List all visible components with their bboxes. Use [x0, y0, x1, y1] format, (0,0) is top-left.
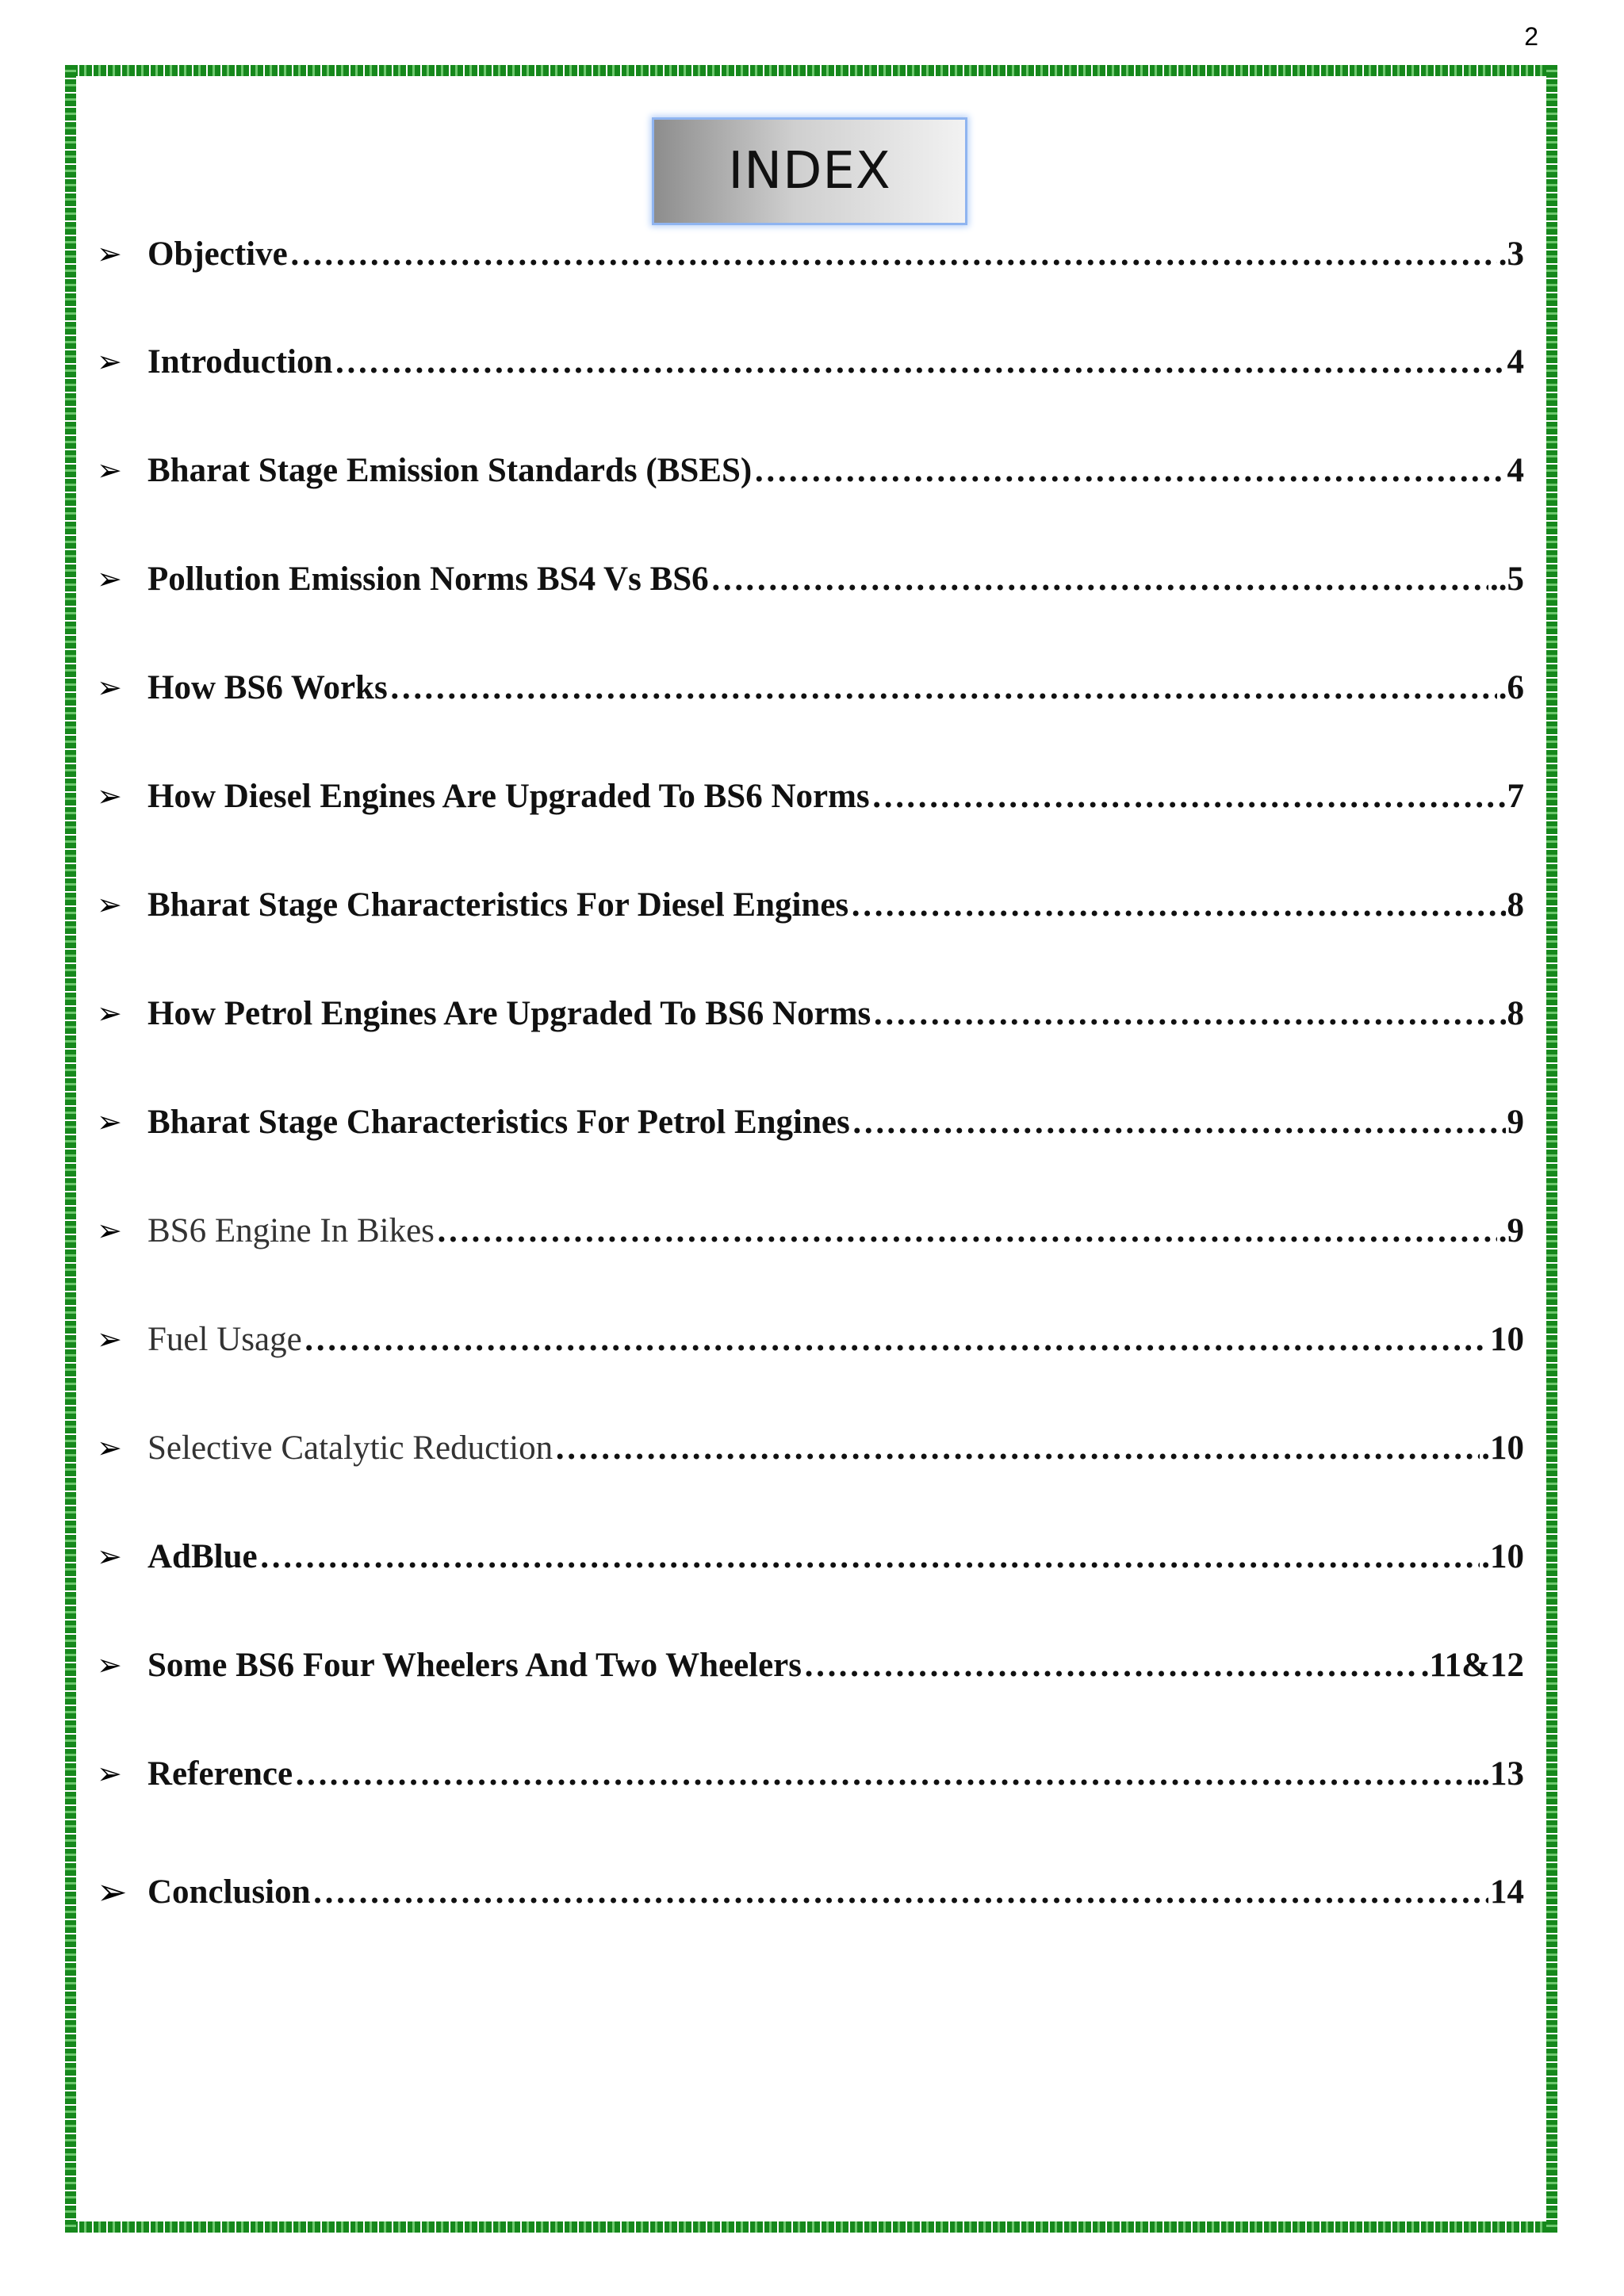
toc-item-objective	[97, 230, 1524, 277]
toc-item-label: How Diesel Engines Are Upgraded To BS6 Norms	[147, 777, 870, 815]
toc-item-page: .3	[1498, 235, 1524, 273]
toc-item-label: How BS6 Works	[147, 668, 388, 706]
index-title: INDEX	[728, 142, 891, 201]
dot-leader	[871, 777, 1506, 816]
toc-item-page: 8	[1507, 994, 1524, 1032]
toc-item-label: Selective Catalytic Reduction	[147, 1429, 553, 1467]
toc-item-page: .10	[1481, 1429, 1524, 1467]
toc-item-page: 4	[1507, 342, 1524, 381]
toc-item-label: Bharat Stage Characteristics For Petrol Engines	[147, 1103, 850, 1141]
toc-item-diesel-upgrade	[97, 772, 1524, 820]
dot-leader	[753, 451, 1505, 490]
toc-item-page: 14	[1490, 1873, 1524, 1911]
toc-item-label: Reference	[147, 1755, 293, 1793]
index-title-box	[652, 117, 967, 225]
arrow-bullet-icon: ➢	[97, 344, 122, 379]
arrow-bullet-icon: ➢	[97, 1430, 122, 1465]
toc-item-fuel-usage	[97, 1315, 1524, 1363]
toc-item-label: Fuel Usage	[147, 1320, 302, 1358]
dot-leader	[850, 886, 1505, 924]
toc-item-introduction	[97, 338, 1524, 385]
dot-leader	[259, 1537, 1480, 1576]
toc-item-petrol-characteristics	[97, 1098, 1524, 1146]
dot-leader	[872, 994, 1505, 1033]
toc-item-page: .9	[1498, 1211, 1524, 1249]
border-right	[1546, 65, 1557, 2233]
arrow-bullet-icon: ➢	[97, 453, 122, 488]
dot-leader	[304, 1320, 1488, 1359]
toc-item-label: Objective	[147, 235, 288, 273]
toc-item-page: 9	[1507, 1103, 1524, 1141]
toc-item-diesel-characteristics	[97, 881, 1524, 928]
toc-item-page: 10	[1490, 1320, 1524, 1358]
toc-item-page: .10	[1481, 1537, 1524, 1575]
toc-item-label: AdBlue	[147, 1537, 258, 1575]
dot-leader	[852, 1103, 1506, 1142]
dot-leader	[803, 1646, 1419, 1685]
toc-item-page: ..13	[1473, 1755, 1524, 1793]
toc-item-page: 7	[1507, 777, 1524, 815]
toc-item-label: BS6 Engine In Bikes	[147, 1211, 435, 1249]
arrow-bullet-icon: ➢	[97, 887, 122, 922]
dot-leader	[710, 560, 1488, 599]
arrow-bullet-icon: ➢	[97, 779, 122, 813]
arrow-bullet-icon: ➢	[97, 561, 122, 596]
dot-leader	[334, 342, 1505, 381]
toc-item-reference	[97, 1750, 1524, 1797]
toc-item-label: Some BS6 Four Wheelers And Two Wheelers	[147, 1646, 802, 1684]
toc-item-label: How Petrol Engines Are Upgraded To BS6 Norms	[147, 994, 871, 1032]
toc-item-how-bs6-works	[97, 664, 1524, 711]
arrow-bullet-icon: ➢	[97, 1756, 122, 1791]
arrow-bullet-icon: ➢	[97, 1870, 128, 1913]
arrow-bullet-icon: ➢	[97, 1104, 122, 1139]
toc-item-page: .11&12	[1420, 1646, 1524, 1684]
arrow-bullet-icon: ➢	[97, 236, 122, 271]
dot-leader	[436, 1211, 1497, 1250]
toc-item-petrol-upgrade	[97, 989, 1524, 1037]
page-number: 2	[1524, 22, 1538, 51]
toc-item-page: .6	[1498, 668, 1524, 706]
arrow-bullet-icon: ➢	[97, 996, 122, 1031]
toc-item-bses	[97, 446, 1524, 494]
arrow-bullet-icon: ➢	[97, 1647, 122, 1682]
toc-item-label: Bharat Stage Characteristics For Diesel Engines	[147, 886, 849, 924]
dot-leader	[289, 235, 1497, 274]
toc-item-label: Conclusion	[147, 1873, 311, 1911]
toc-item-conclusion	[97, 1868, 1524, 1915]
toc-item-page: ..5	[1490, 560, 1524, 598]
toc-item-bs6-vehicles	[97, 1641, 1524, 1689]
toc-item-adblue	[97, 1533, 1524, 1580]
border-left	[65, 65, 76, 2233]
dot-leader	[389, 668, 1497, 707]
toc-item-emission-norms	[97, 555, 1524, 603]
arrow-bullet-icon: ➢	[97, 1322, 122, 1357]
toc-item-bs6-bikes	[97, 1207, 1524, 1254]
arrow-bullet-icon: ➢	[97, 1213, 122, 1248]
arrow-bullet-icon: ➢	[97, 670, 122, 705]
dot-leader	[294, 1755, 1471, 1793]
dot-leader	[312, 1873, 1488, 1911]
border-bottom	[65, 2221, 1557, 2233]
border-top	[65, 65, 1557, 76]
toc-item-page: 4	[1507, 451, 1524, 489]
toc-item-label: Bharat Stage Emission Standards (BSES)	[147, 451, 753, 489]
toc-item-label: Pollution Emission Norms BS4 Vs BS6	[147, 560, 709, 598]
toc-item-label: Introduction	[147, 342, 333, 381]
arrow-bullet-icon: ➢	[97, 1539, 122, 1574]
dot-leader	[554, 1429, 1480, 1468]
toc-item-scr	[97, 1424, 1524, 1471]
toc-item-page: 8	[1507, 886, 1524, 924]
